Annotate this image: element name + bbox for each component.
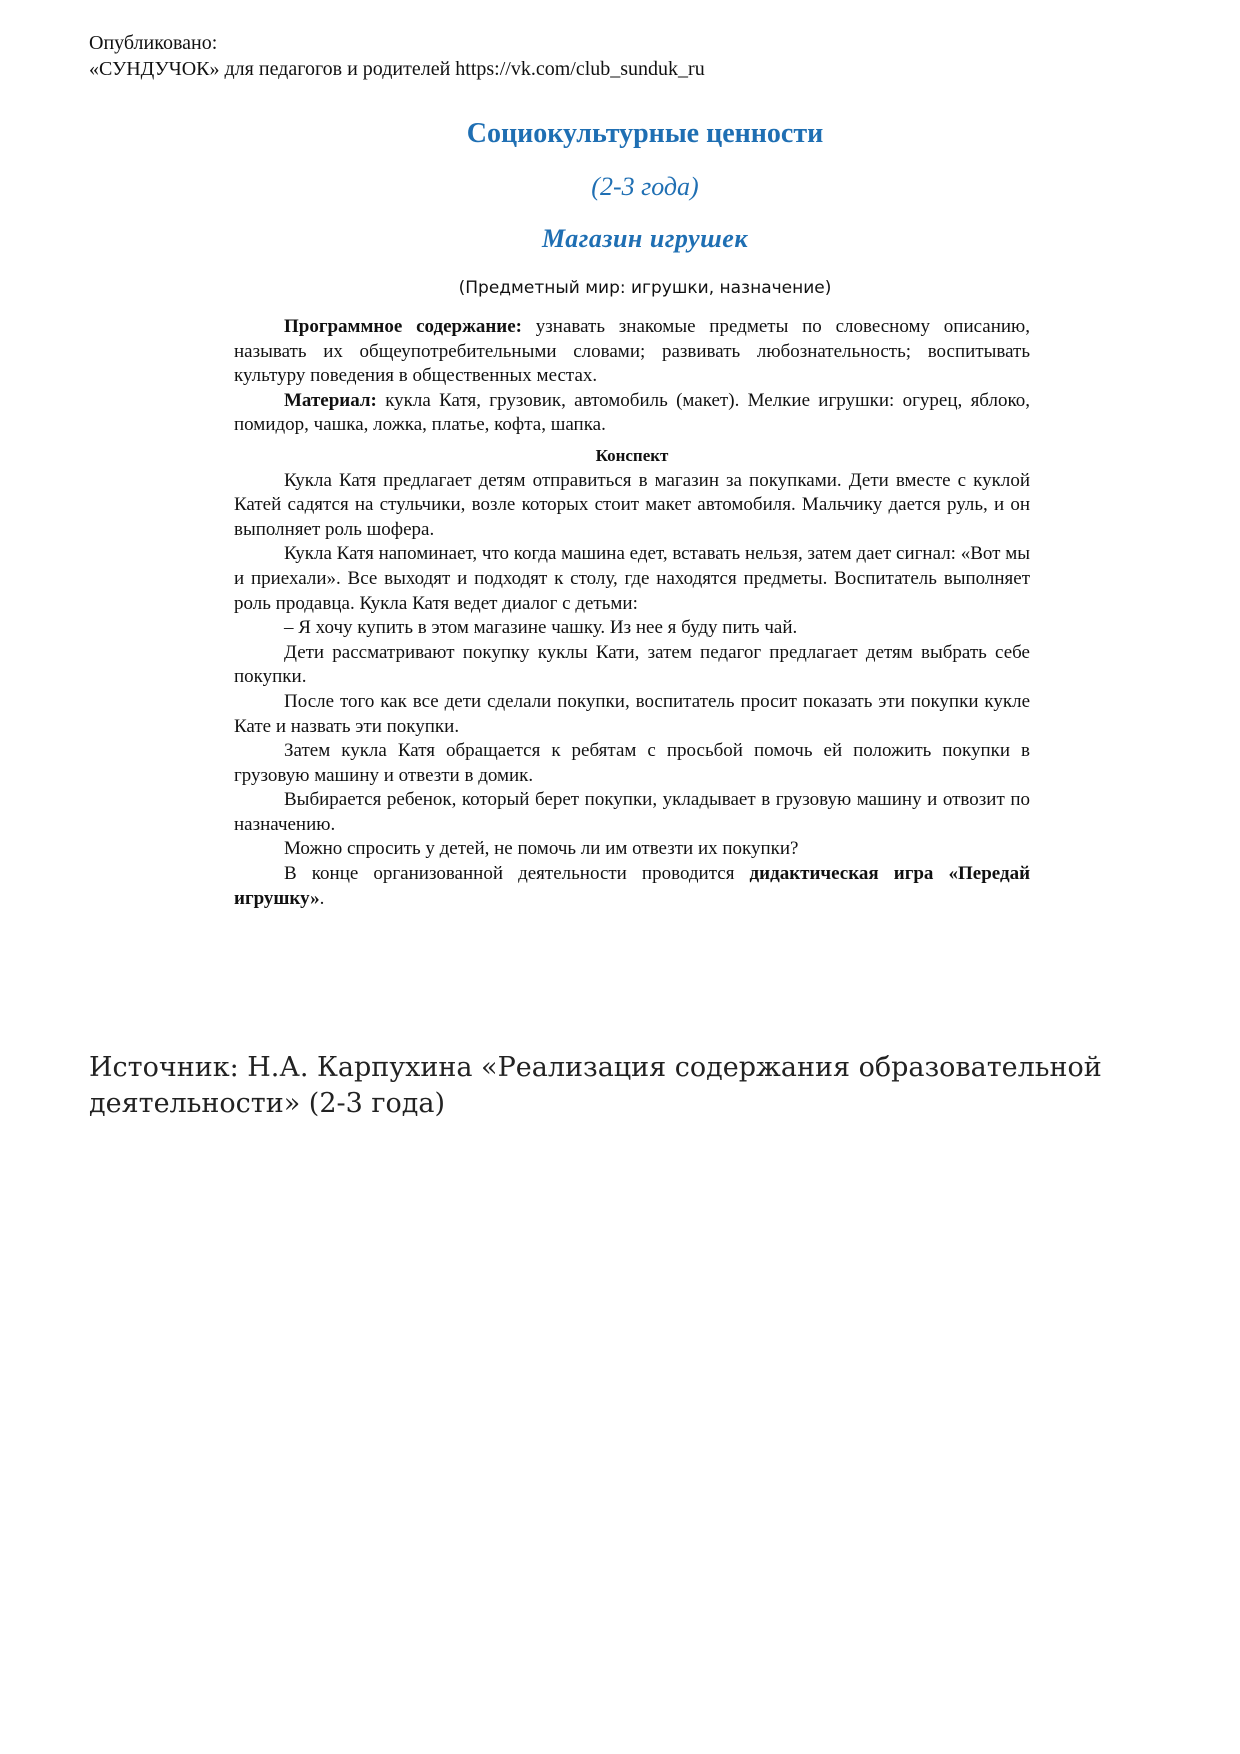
game-name: дидактическая игра «Передай игрушку»	[234, 863, 1031, 909]
paragraph: Можно спросить у детей, не помочь ли им отвезти их покупки?	[284, 838, 799, 860]
paragraph: Кукла Катя предлагает детям отправиться в магазин за покупками. Дети вместе с куклой Катей садятся на стульчики, возле которых стоит макет автомобиля. Мальчику дается руль, и он выполняет роль шофера.	[234, 469, 1030, 540]
publisher-line: «СУНДУЧОК» для педагогов и родителей https://vk.com/club_sunduk_ru	[89, 58, 705, 80]
material-paragraph	[234, 389, 1030, 438]
paragraph: Выбирается ребенок, который берет покупки, укладывает в грузовую машину и отвозит по назначению.	[234, 789, 1030, 835]
konspekt-heading: Конспект	[595, 445, 669, 465]
lesson-subtitle: (Предметный мир: игрушки, назначение)	[458, 278, 832, 298]
final-paragraph	[234, 862, 1030, 911]
final-text: В конце организованной деятельности проводится	[284, 863, 750, 885]
dialog-line: – Я хочу купить в этом магазине чашку. Из нее я буду пить чай.	[284, 617, 798, 639]
program-text: узнавать знакомые предметы по словесному описанию, называть их общеупотребительными словами; развивать любознательность; воспитывать культуру поведения в общественных местах.	[234, 316, 1031, 387]
published-label: Опубликовано:	[89, 32, 218, 54]
material-text: кукла Катя, грузовик, автомобиль (макет). Мелкие игрушки: огурец, яблоко, помидор, чашка, ложка, платье, кофта, шапка.	[234, 389, 1030, 436]
program-paragraph	[234, 315, 1030, 389]
source-citation: Источник: Н.А. Карпухина «Реализация содержания образовательной деятельности» (2-3 года)	[89, 1052, 1102, 1119]
lesson-body	[234, 315, 1030, 911]
paragraph: Дети рассматривают покупку куклы Кати, затем педагог предлагает детям выбрать себе покупки.	[234, 641, 1030, 688]
paragraph: Затем кукла Катя обращается к ребятам с просьбой помочь ей положить покупки в грузовую машину и отвезти в домик.	[234, 740, 1030, 786]
publication-header	[89, 30, 705, 82]
final-period: .	[319, 887, 325, 909]
paragraph: После того как все дети сделали покупки, воспитатель просит показать эти покупки кукле Кате и назвать эти покупки.	[234, 690, 1030, 737]
program-label: Программное содержание:	[284, 316, 523, 337]
page-title: Социокультурные ценности	[466, 118, 824, 149]
material-label: Материал:	[284, 389, 377, 411]
paragraph: Кукла Катя напоминает, что когда машина едет, вставать нельзя, затем дает сигнал: «Вот мы и приехали». Все выходят и подходят к столу, где находятся предметы. Воспитатель выполняет роль продавца. Кукла Катя ведет диалог с детьми:	[234, 543, 1030, 614]
age-range: (2-3 года)	[591, 172, 699, 201]
lesson-topic: Магазин игрушек	[541, 224, 749, 253]
